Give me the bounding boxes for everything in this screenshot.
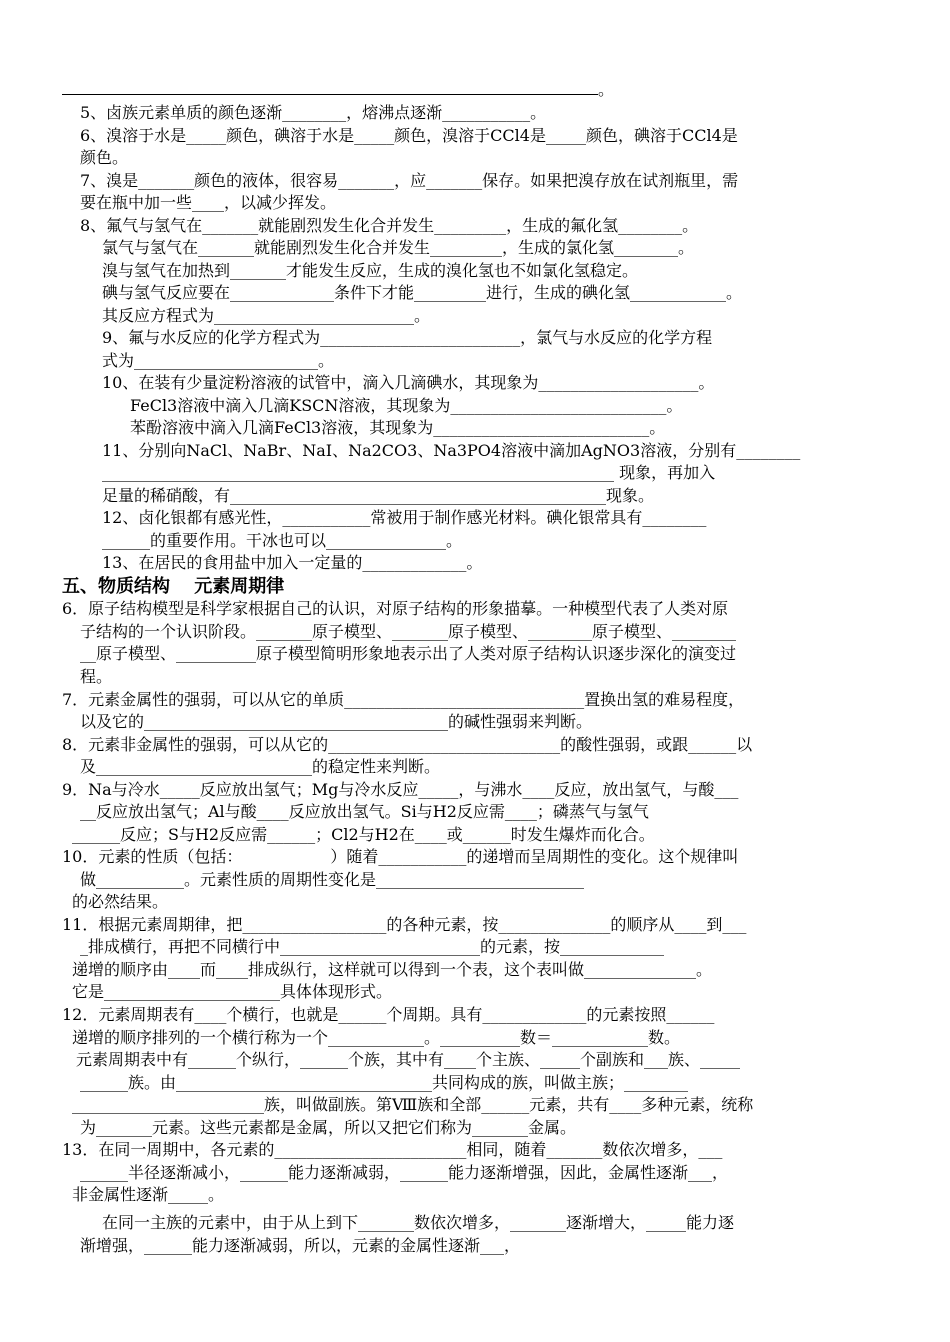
worksheet-line: 5、卤族元素单质的颜色逐渐________，熔沸点逐渐___________。 bbox=[80, 103, 547, 122]
worksheet-line: 氯气与氢气在_______就能剧烈发生化合并发生_________，生成的氯化氢________。 bbox=[102, 238, 695, 257]
section-heading: 五、物质结构 元素周期律 bbox=[62, 576, 285, 597]
worksheet-line: ______族。由________________________________共同构成的族，叫做主族；________ bbox=[80, 1073, 689, 1092]
worksheet-line: __反应放出氢气；Al与酸____反应放出氢气。Si与H2反应需____；磷蒸气与氢气 bbox=[80, 802, 649, 821]
worksheet-line: 溴与氢气在加热到_______才能发生反应，生成的溴化氢也不如氯化氢稳定。 bbox=[102, 261, 639, 280]
worksheet-line: 在同一主族的元素中，由于从上到下_______数依次增多，_______逐渐增大，_____能力逐 bbox=[102, 1213, 735, 1232]
worksheet-line: 12．元素周期表有____个横行，也就是______个周期。具有_____________的元素按照______ bbox=[62, 1005, 715, 1024]
worksheet-line: 非金属性逐渐_____。 bbox=[72, 1185, 225, 1204]
worksheet-line: ________________________________________________________________ 现象，再加入 bbox=[102, 463, 716, 482]
worksheet-line: 13、在居民的食用盐中加入一定量的_____________。 bbox=[102, 553, 483, 572]
worksheet-line: 足量的稀硝酸，有_______________________________________________现象。 bbox=[102, 486, 655, 505]
worksheet-line: 为_______元素。这些元素都是金属，所以又把它们称为_______金属。 bbox=[80, 1118, 577, 1137]
worksheet-line: 6、溴溶于水是_____颜色，碘溶于水是_____颜色，溴溶于CCl4是_____颜色，碘溶于CCl4是 bbox=[80, 126, 738, 145]
worksheet-line: 9、氟与水反应的化学方程式为_________________________，氯气与水反应的化学方程 bbox=[102, 328, 713, 347]
worksheet-line: 苯酚溶液中滴入几滴FeCl3溶液，其现象为___________________________。 bbox=[130, 418, 666, 437]
worksheet-line: 及___________________________的稳定性来判断。 bbox=[80, 757, 441, 776]
worksheet-line: 11、分别向NaCl、NaBr、NaI、Na2CO3、Na3PO4溶液中滴加AgNO3溶液，分别有________ bbox=[102, 441, 801, 460]
worksheet-line: 做___________。元素性质的周期性变化是__________________________ bbox=[80, 870, 585, 889]
line-text: 。 bbox=[598, 80, 615, 99]
worksheet-line: 10、在装有少量淀粉溶液的试管中，滴入几滴碘水，其现象为____________________。 bbox=[102, 373, 715, 392]
worksheet-line: 13．在同一周期中，各元素的________________________相同，随着_______数依次增多，___ bbox=[62, 1140, 723, 1159]
worksheet-line: 10．元素的性质（包括： ）随着___________的递增而呈周期性的变化。这个规律叫 bbox=[62, 847, 739, 866]
worksheet-line: 渐增强，______能力逐渐减弱，所以，元素的金属性逐渐___， bbox=[80, 1236, 521, 1255]
worksheet-line: 它是______________________具体体现形式。 bbox=[72, 982, 393, 1001]
worksheet-line: 以及它的______________________________________的碱性强弱来判断。 bbox=[80, 712, 593, 731]
worksheet-line: 元素周期表中有______个纵行，______个族，其中有____个主族、_____个副族和___族、_____ bbox=[76, 1050, 741, 1069]
worksheet-line: 8、氟气与氢气在_______就能剧烈发生化合并发生_________，生成的氟化氢________。 bbox=[80, 216, 699, 235]
worksheet-line: __原子模型、__________原子模型简明形象地表示出了人类对原子结构认识逐步深化的演变过 bbox=[80, 644, 737, 663]
worksheet-line: 12、卤化银都有感光性，___________常被用于制作感光材料。碘化银常具有________ bbox=[102, 508, 707, 527]
worksheet-line: 式为_______________________。 bbox=[102, 351, 335, 370]
worksheet-line: 的必然结果。 bbox=[72, 892, 169, 911]
worksheet-line: 碘与氢气反应要在_____________条件下才能_________进行，生成的碘化氢____________。 bbox=[102, 283, 743, 302]
worksheet-line: 7．元素金属性的强弱，可以从它的单质______________________________置换出氢的难易程度， bbox=[62, 690, 745, 709]
worksheet-line: 颜色。 bbox=[80, 148, 129, 167]
worksheet-line: 递增的顺序由____而____排成纵行，这样就可以得到一个表，这个表叫做______________。 bbox=[72, 960, 713, 979]
worksheet-line: 9．Na与冷水_____反应放出氢气；Mg与冷水反应_____，与沸水____反应，放出氢气，与酸___ bbox=[62, 780, 739, 799]
worksheet-line: 11．根据元素周期律，把__________________的各种元素，按______________的顺序从____到___ bbox=[62, 915, 747, 934]
worksheet-line: _排成横行，再把不同横行中_________________________的元素，按_____________ bbox=[80, 937, 665, 956]
worksheet-line: 8．元素非金属性的强弱，可以从它的_____________________________的酸性强弱，或跟______以 bbox=[62, 735, 753, 754]
worksheet-line bbox=[62, 80, 614, 100]
worksheet-line: 其反应方程式为_________________________。 bbox=[102, 306, 431, 325]
worksheet-line: 6．原子结构模型是科学家根据自己的认识，对原子结构的形象描摹。一种模型代表了人类对原 bbox=[62, 599, 729, 618]
worksheet-line: 程。 bbox=[80, 667, 113, 686]
worksheet-line: 子结构的一个认识阶段。_______原子模型、_______原子模型、________原子模型、________ bbox=[80, 622, 737, 641]
worksheet-line: 递增的顺序排列的一个横行称为一个____________。__________数＝____________数。 bbox=[72, 1028, 681, 1047]
worksheet-line: ______半径逐渐减小，______能力逐渐减弱，______能力逐渐增强，因此，金属性逐渐___， bbox=[80, 1163, 729, 1182]
worksheet-line: ______反应；S与H2反应需______；Cl2与H2在____或______时发生爆炸而化合。 bbox=[72, 825, 655, 844]
worksheet-line: 要在瓶中加一些____，以减少挥发。 bbox=[80, 193, 337, 212]
worksheet-line: ________________________族，叫做副族。第Ⅷ族和全部______元素，共有____多种元素，统称 bbox=[72, 1095, 754, 1114]
worksheet-line: 7、溴是_______颜色的液体，很容易_______，应_______保存。如果把溴存放在试剂瓶里，需 bbox=[80, 171, 739, 190]
worksheet-line: ______的重要作用。干冰也可以_______________。 bbox=[102, 531, 463, 550]
worksheet-line: FeCl3溶液中滴入几滴KSCN溶液，其现象为___________________________。 bbox=[130, 396, 683, 415]
